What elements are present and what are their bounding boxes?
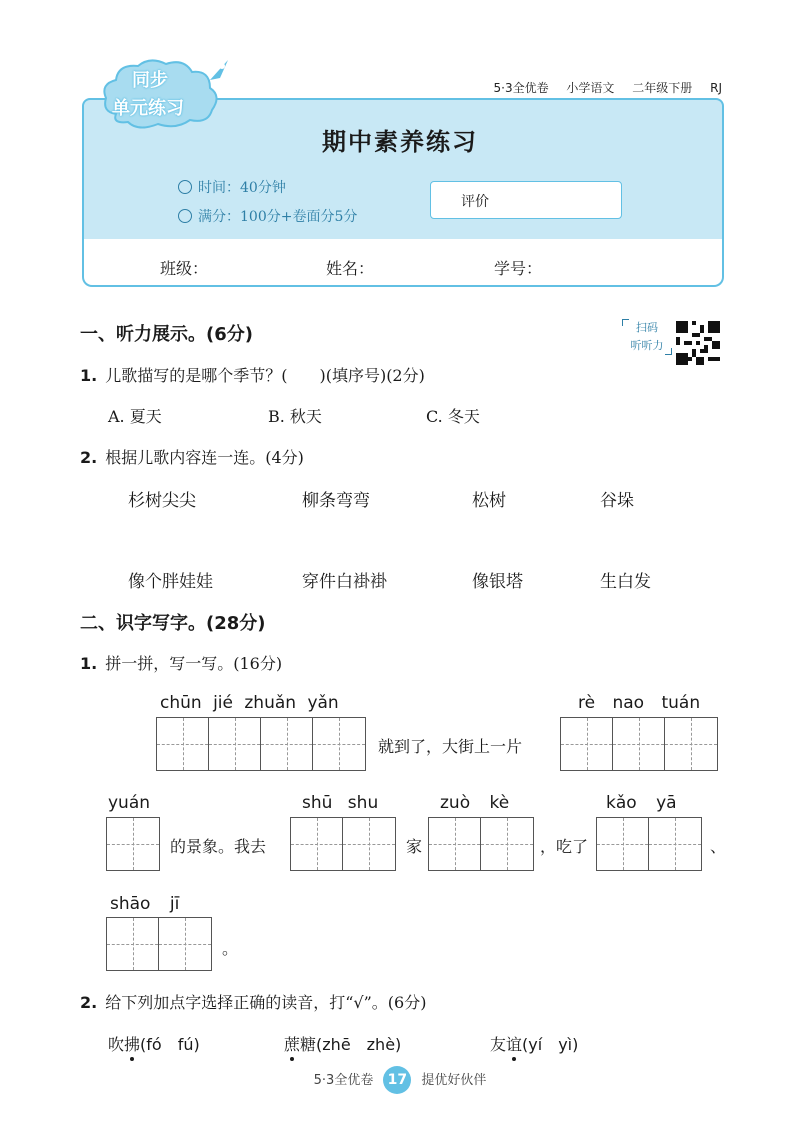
reading-options[interactable]: (fó fú) [140,1035,200,1054]
qr-label [622,319,672,355]
reading-options[interactable]: (zhē zhè) [316,1035,402,1054]
pinyin-kaoya: kǎo yā [606,793,677,813]
question-number: 1. [80,366,98,385]
option-a[interactable]: A. 夏天 [108,407,162,426]
pinyin-shushu: shū shu [302,793,379,813]
question-1-2 [80,445,304,468]
qr-label-line1: 扫码 [636,321,658,334]
section1-title: 一、听力展示。(6分) [80,324,253,345]
question-number: 2. [80,993,98,1012]
question-text: 儿歌描写的是哪个季节？( )(填序号)(2分) [105,366,425,385]
score-info [178,206,357,226]
page-number: 17 [383,1066,411,1094]
footer-brand: 5·3全优卷 [313,1073,374,1088]
fill-text-1: 就到了，大街上一片 [378,737,523,756]
check-icon [178,209,192,223]
match-top-4[interactable]: 谷垛 [600,491,634,511]
match-top-3[interactable]: 松树 [472,491,506,511]
series-meta [82,71,722,99]
pinyin-shaoji: shāo jī [110,894,180,914]
option-c[interactable]: C. 冬天 [426,407,480,426]
writing-grid-2[interactable] [560,717,718,771]
meta-subject: 小学语文 [566,81,615,95]
logo-line2: 单元练习 [112,98,184,119]
reading-pre: 友 [490,1035,507,1054]
dotted-char: 谊 [506,1032,522,1055]
fill-text-2: 的景象。我去 [170,837,267,856]
question-text: 根据儿歌内容连一连。(4分) [105,448,304,467]
dotted-char: 蔗 [284,1032,300,1055]
meta-edition: RJ [710,81,722,95]
match-bottom-1[interactable]: 像个胖娃娃 [128,572,213,592]
match-top-2[interactable]: 柳条弯弯 [302,491,370,511]
fill-text-6: 。 [222,939,239,958]
reading-options[interactable]: (yí yì) [522,1035,579,1054]
match-bottom-3[interactable]: 像银塔 [472,572,523,592]
question-text: 拼一拼，写一写。(16分) [105,654,283,673]
question-2-1 [80,651,282,674]
time-text: 时间：40分钟 [198,180,286,196]
reading-item-2[interactable] [284,1032,401,1055]
pinyin-zuoke: zuò kè [440,793,510,813]
qr-block[interactable] [622,317,722,369]
reading-post: 糖 [300,1035,317,1054]
match-top-1[interactable]: 杉树尖尖 [128,491,196,511]
writing-grid-6[interactable] [596,817,702,871]
meta-grade: 二年级下册 [632,81,693,95]
reading-item-1[interactable] [108,1032,200,1055]
fill-text-3: 家 [406,837,423,856]
question-number: 2. [80,448,98,467]
class-label: 班级： [160,259,209,278]
fill-text-4: ，吃了 [540,837,589,856]
match-bottom-2[interactable]: 穿件白褂褂 [302,572,387,592]
time-info [178,177,286,197]
logo-line1: 同步 [132,70,168,91]
pinyin-chunjie-zhuanyan: chūn jié zhuǎn yǎn [160,693,339,713]
pinyin-renao-tuan: rè nao tuán [578,693,701,713]
fill-text-5: 、 [710,837,727,856]
meta-series: 5·3全优卷 [493,81,549,95]
name-label: 姓名： [326,259,375,278]
pinyin-yuan: yuán [108,793,151,813]
section2-title: 二、识字写字。(28分) [80,613,266,634]
reading-item-3[interactable] [490,1032,578,1055]
writing-grid-3[interactable] [106,817,160,871]
writing-grid-1[interactable] [156,717,366,771]
page-footer [0,1066,800,1094]
evaluation-field[interactable] [430,181,622,219]
reading-pre: 吹 [108,1035,125,1054]
dotted-char: 拂 [124,1032,140,1055]
clock-icon [178,180,192,194]
option-b[interactable]: B. 秋天 [268,407,322,426]
evaluation-label: 评价 [461,194,489,210]
question-text: 给下列加点字选择正确的读音，打“√”。(6分) [105,993,427,1012]
question-1-1 [80,363,425,386]
student-id-label: 学号： [494,259,543,278]
qr-code-icon[interactable] [676,321,720,365]
match-bottom-4[interactable]: 生白发 [600,572,651,592]
question-2-2 [80,990,426,1013]
qr-label-line2: 听听力 [630,339,664,352]
writing-grid-4[interactable] [290,817,396,871]
score-text: 满分：100分+卷面分5分 [198,209,358,225]
question-number: 1. [80,654,98,673]
writing-grid-7[interactable] [106,917,212,971]
writing-grid-5[interactable] [428,817,534,871]
page-title: 期中素养练习 [322,128,478,156]
footer-slogan: 提优好伙伴 [421,1073,487,1088]
